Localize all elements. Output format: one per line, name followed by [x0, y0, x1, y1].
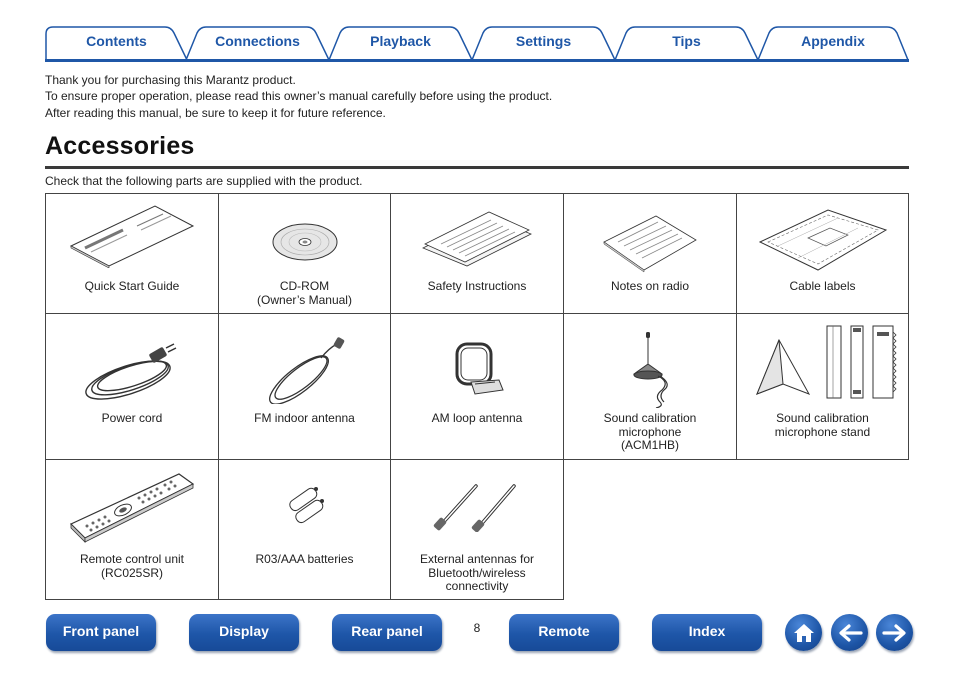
- quick-start-guide-icon: [67, 204, 197, 268]
- tab-appendix[interactable]: [757, 26, 909, 60]
- intro-line: After reading this manual, be sure to keep it for future reference.: [45, 105, 386, 120]
- accessory-label: Quick Start Guide: [84, 279, 180, 293]
- tab-label: Tips: [672, 33, 701, 49]
- accessory-label: Sound calibration microphone stand: [774, 411, 871, 439]
- microphone-stand-icon: [743, 322, 903, 404]
- accessory-label: Sound calibration microphone (ACM1HB): [603, 411, 697, 452]
- home-button[interactable]: [785, 614, 822, 651]
- rear-panel-button[interactable]: Rear panel: [332, 614, 442, 651]
- external-antennas-icon: [432, 482, 522, 532]
- tab-contents[interactable]: [45, 26, 188, 60]
- accessory-cell: [45, 193, 219, 314]
- microphone-icon: [620, 330, 680, 408]
- accessory-cell: [390, 313, 564, 460]
- safety-instructions-icon: [421, 208, 533, 272]
- accessory-label: Notes on radio: [610, 279, 690, 293]
- cable-labels-icon: [758, 208, 888, 274]
- power-cord-icon: [80, 342, 184, 404]
- accessory-cell: [563, 313, 737, 460]
- intro-line: Thank you for purchasing this Marantz product.: [45, 73, 296, 87]
- top-tab-bar: [45, 26, 909, 62]
- accessory-label: CD-ROM (Owner’s Manual): [257, 279, 352, 307]
- arrow-right-icon: [882, 623, 908, 643]
- batteries-icon: [280, 484, 330, 528]
- accessory-label: Power cord: [101, 411, 163, 425]
- tab-label: Connections: [215, 33, 300, 49]
- accessory-cell: [736, 193, 909, 314]
- accessory-cell: [390, 459, 564, 600]
- tab-baseline: [45, 59, 909, 62]
- accessory-cell: [218, 313, 391, 460]
- tab-label: Contents: [86, 33, 147, 49]
- tab-playback[interactable]: [328, 26, 473, 60]
- tab-connections[interactable]: [185, 26, 330, 60]
- title-rule: [45, 166, 909, 169]
- intro-text: [45, 72, 909, 121]
- forward-button[interactable]: [876, 614, 913, 651]
- accessory-cell: [390, 193, 564, 314]
- back-button[interactable]: [831, 614, 868, 651]
- page-title: Accessories: [45, 132, 195, 160]
- display-button[interactable]: Display: [189, 614, 299, 651]
- accessory-label: R03/AAA batteries: [255, 552, 354, 566]
- accessory-label: FM indoor antenna: [254, 411, 355, 425]
- tab-tips[interactable]: [614, 26, 759, 60]
- accessory-cell: [218, 193, 391, 314]
- accessory-label: Safety Instructions: [427, 279, 527, 293]
- tab-label: Settings: [515, 33, 572, 49]
- intro-line: To ensure proper operation, please read this owner’s manual carefully before using the product.: [45, 89, 553, 104]
- cd-rom-icon: [270, 220, 340, 262]
- accessory-label: AM loop antenna: [431, 411, 523, 425]
- remote-control-icon: [67, 468, 197, 544]
- am-loop-antenna-icon: [449, 340, 505, 396]
- accessory-cell: [563, 193, 737, 314]
- tab-settings[interactable]: [471, 26, 616, 60]
- tab-label: Playback: [370, 33, 431, 49]
- accessory-cell: [218, 459, 391, 600]
- notes-on-radio-icon: [602, 212, 698, 274]
- accessory-cell: [45, 313, 219, 460]
- accessory-label: Remote control unit (RC025SR): [79, 552, 185, 580]
- check-text: Check that the following parts are supplied with the product.: [45, 174, 363, 188]
- accessory-label: External antennas for Bluetooth/wireless connectivity: [419, 552, 535, 593]
- fm-antenna-icon: [257, 334, 353, 404]
- tab-label: Appendix: [801, 33, 865, 49]
- accessory-cell: [45, 459, 219, 600]
- remote-button[interactable]: Remote: [509, 614, 619, 651]
- accessory-cell: [736, 313, 909, 460]
- arrow-left-icon: [837, 623, 863, 643]
- accessory-label: Cable labels: [789, 279, 856, 293]
- page-number: 8: [473, 621, 481, 635]
- home-icon: [792, 622, 816, 644]
- front-panel-button[interactable]: Front panel: [46, 614, 156, 651]
- index-button[interactable]: Index: [652, 614, 762, 651]
